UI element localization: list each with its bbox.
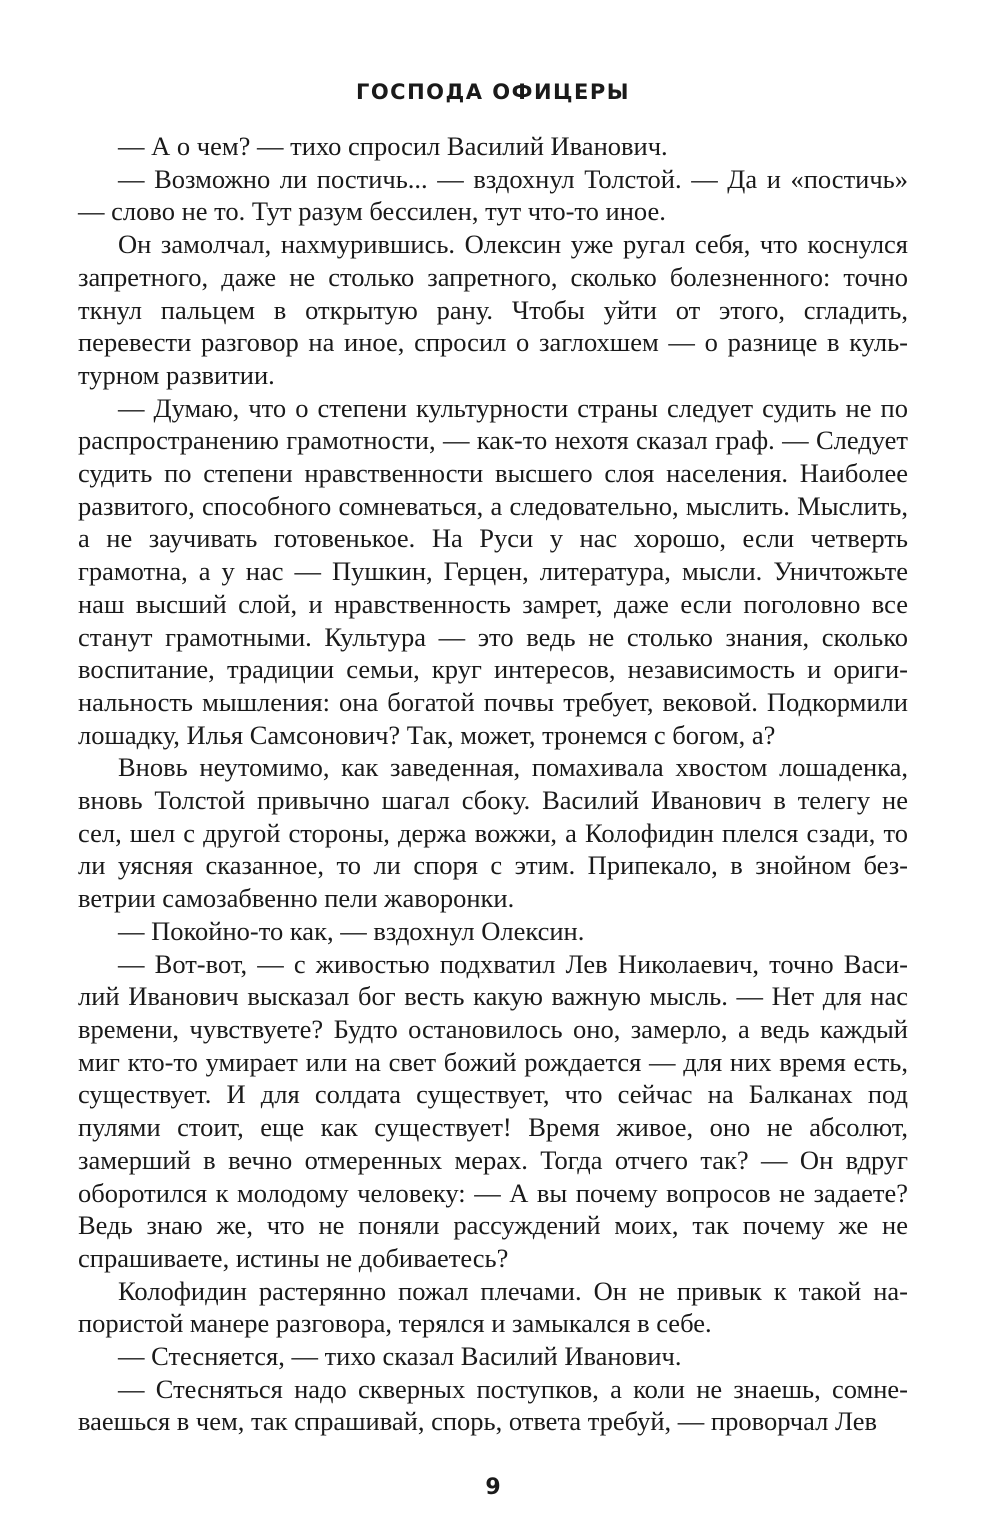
paragraph-6: — Покойно-то как, — вздохнул Олексин. xyxy=(118,915,585,946)
paragraph-3: Он замолчал, нахмурившись. Олексин уже ругал себя, что коснулся запретного, даже не столько запретного, сколько болезненного: точно ткнул пальцем в открытую рану. Чтобы уйти от этого, сгладить, перевести разговор на иное, спросил о заглохшем — о разнице в культурном развитии. xyxy=(78,229,908,390)
body-text xyxy=(78,130,908,1438)
paragraph-4: — Думаю, что о степени культурности страны следует судить не по распространению грамотности, — как-то нехотя сказал граф. — Следует судить по степени нравственности высшего слоя населения. Наиболее развитого, способного сомневаться, а следовательно, мыслить. Мыслить, а не заучивать готовенькое. На Руси у нас хорошо, если четверть грамотна, а у нас — Пушкин, Герцен, литература, мысли. Уничтожьте наш высший слой, и нравственность замрет, даже если поголовно все станут грамотными. Культура — это ведь не столько знания, сколько воспитание, традиции семьи, круг интересов, независимость и оригинальность мышления: она богатой почвы требует, вековой. Подкормили лошадку, Илья Самсонович? Так, может, тронемся с богом, а? xyxy=(78,392,908,750)
paragraph-5: Вновь неутомимо, как заведенная, помахивала хвостом лошаденка, вновь Толстой привычно шагал сбоку. Василий Иванович в телегу не сел, шел с другой стороны, держа вожжи, а Колофидин плелся сзади, то ли уясняя сказанное, то ли споря с этим. Припекало, в знойном безветрии самозабвенно пели жаворонки. xyxy=(78,752,908,914)
paragraph-9: — Стесняется, — тихо сказал Василий Иванович. xyxy=(118,1341,682,1372)
paragraph-7: — Вот-вот, — с живостью подхватил Лев Николаевич, точно Василий Иванович высказал бог весть какую важную мысль. — Нет для нас времени, чувствуете? Будто остановилось оно, замерло, а ведь каждый миг кто-то умирает или на свет божий рождается — для них время есть, существует. И для солдата существует, что сейчас на Балканах под пулями стоит, еще как существует! Время живое, оно не абсолют, замерший в вечно отмеренных мерах. Тогда отчего так? — Он вдруг оборотился к молодому человеку: — А вы почему вопросов не задаете? Ведь знаю же, что не поняли рассуждений моих, так почему же не спрашиваете, истины не добиваетесь? xyxy=(78,948,908,1273)
page-number: 9 xyxy=(485,1475,501,1500)
book-page xyxy=(78,0,908,1526)
paragraph-10: — Стесняться надо скверных поступков, а коли не знаешь, сомневаешься в чем, так спрашивай, спорь, ответа требуй, — проворчал Лев xyxy=(78,1373,908,1437)
running-title: ГОСПОДА ОФИЦЕРЫ xyxy=(355,80,631,104)
paragraph-1: — А о чем? — тихо спросил Василий Иванович. xyxy=(118,131,668,161)
paragraph-8: Колофидин растерянно пожал плечами. Он не привык к такой напористой манере разговора, терялся и замыкался в себе. xyxy=(78,1275,908,1339)
paragraph-2: — Возможно ли постичь... — вздохнул Толстой. — Да и «постичь» — слово не то. Тут разум бессилен, тут что-то иное. xyxy=(78,163,908,227)
